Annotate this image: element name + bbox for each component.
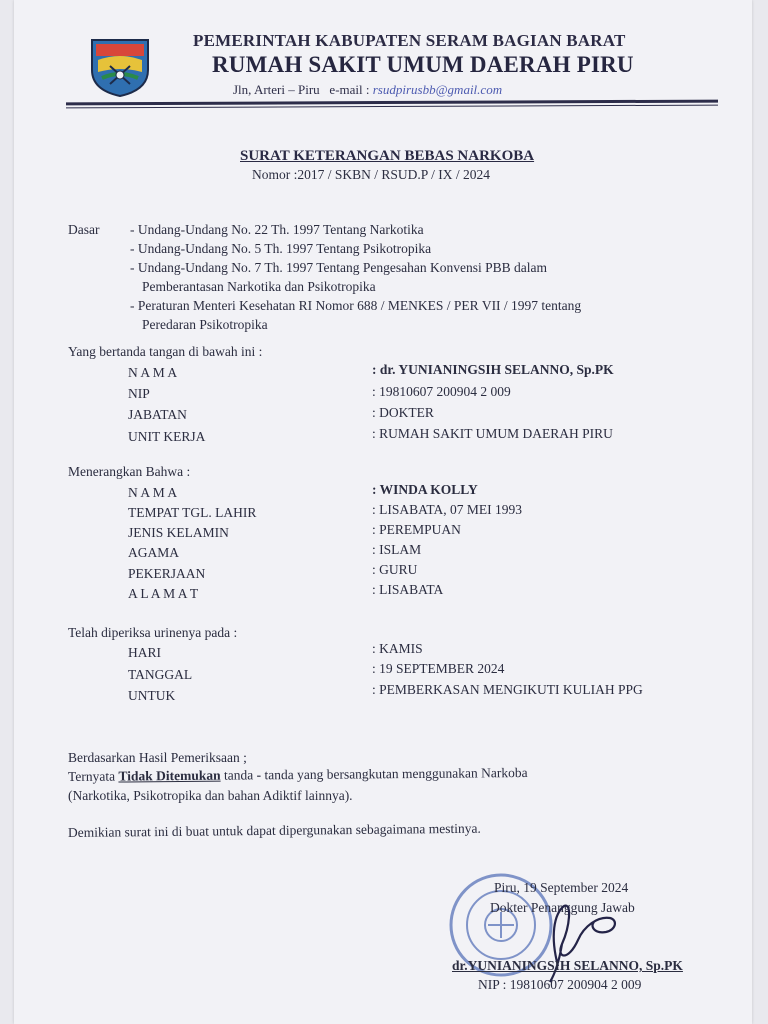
field-label: UNTUK — [128, 688, 176, 703]
signer-unit-value: : RUMAH SAKIT UMUM DAERAH PIRU — [372, 426, 613, 441]
signature-role: Dokter Penanggung Jawab — [490, 900, 635, 915]
dasar-item-continuation: Peredaran Psikotropika — [142, 317, 268, 332]
field-label: NIP — [128, 386, 150, 401]
signer-position-value: : DOKTER — [372, 405, 434, 420]
signature-place-date: Piru, 19 September 2024 — [494, 880, 629, 895]
subject-occupation-value: : GURU — [372, 562, 418, 577]
email-label: e-mail : — [329, 82, 370, 97]
result-suffix: tanda yang bersangkutan menggunakan Narkoba — [261, 764, 528, 783]
government-name: PEMERINTAH KABUPATEN SERAM BAGIAN BARAT — [193, 31, 626, 50]
signer-nip-footer: NIP : 19810607 200904 2 009 — [478, 977, 642, 992]
field-label: A L A M A T — [128, 586, 199, 601]
result-emphasis: Tidak Ditemukan — [118, 767, 221, 784]
document-title: SURAT KETERANGAN BEBAS NARKOBA — [240, 148, 535, 164]
subject-name-value: : WINDA KOLLY — [372, 482, 478, 497]
result-detail: (Narkotika, Psikotropika dan bahan Adiktif lainnya). — [68, 788, 353, 803]
signer-intro: Yang bertanda tangan di bawah ini : — [68, 344, 263, 359]
exam-purpose-value: : PEMBERKASAN MENGIKUTI KULIAH PPG — [372, 682, 643, 697]
signer-name-value: : dr. YUNIANINGSIH SELANNO, Sp.PK — [372, 362, 614, 377]
exam-day-value: : KAMIS — [372, 641, 423, 656]
subject-intro: Menerangkan Bahwa : — [68, 464, 191, 479]
closing-statement: Demikian surat ini di buat untuk dapat dipergunakan sebagaimana mestinya. — [67, 820, 481, 840]
dasar-item: - Undang-Undang No. 22 Th. 1997 Tentang Narkotika — [130, 222, 424, 237]
dasar-item: - Peraturan Menteri Kesehatan RI Nomor 688 / MENKES / PER VII / 1997 tentang — [130, 298, 582, 313]
dasar-item: - Undang-Undang No. 7 Th. 1997 Tentang Pengesahan Konvensi PBB dalam — [130, 260, 547, 275]
field-label: PEKERJAAN — [128, 566, 206, 581]
exam-intro: Telah diperiksa urinenya pada : — [68, 625, 238, 640]
result-dash: - — [256, 767, 262, 783]
result-prefix: Ternyata — [67, 768, 119, 784]
signer-name-footer: dr.YUNIANINGSIH SELANNO, Sp.PK — [452, 958, 683, 973]
exam-date-value: : 19 SEPTEMBER 2024 — [372, 661, 505, 676]
field-label: HARI — [128, 645, 161, 660]
dasar-item: - Undang-Undang No. 5 Th. 1997 Tentang Psikotropika — [130, 241, 432, 256]
subject-religion-value: : ISLAM — [372, 542, 422, 557]
field-label: TANGGAL — [128, 667, 193, 682]
signer-nip-value: : 19810607 200904 2 009 — [372, 384, 511, 399]
hospital-name: RUMAH SAKIT UMUM DAERAH PIRU — [212, 52, 634, 77]
regency-emblem-icon — [88, 36, 152, 98]
document-number: Nomor :2017 / SKBN / RSUD.P / IX / 2024 — [252, 167, 491, 182]
subject-address-value: : LISABATA — [372, 582, 444, 597]
field-label: UNIT KERJA — [128, 429, 206, 444]
hospital-contact — [233, 82, 502, 98]
field-label: AGAMA — [128, 545, 180, 560]
dasar-label: Dasar — [68, 222, 100, 237]
field-label: TEMPAT TGL. LAHIR — [128, 505, 257, 520]
hospital-email: rsudpirusbb@gmail.com — [372, 82, 503, 97]
result-middle: tanda — [220, 767, 257, 783]
subject-birth-value: : LISABATA, 07 MEI 1993 — [372, 502, 523, 517]
field-label: JENIS KELAMIN — [128, 525, 229, 540]
field-label: N A M A — [128, 365, 178, 380]
subject-gender-value: : PEREMPUAN — [372, 522, 461, 537]
field-label: JABATAN — [128, 407, 187, 422]
field-label: N A M A — [128, 485, 178, 500]
dasar-item-continuation: Pemberantasan Narkotika dan Psikotropika — [142, 279, 376, 294]
hospital-address: Jln, Arteri – Piru — [233, 82, 320, 97]
result-intro: Berdasarkan Hasil Pemeriksaan ; — [68, 750, 247, 765]
